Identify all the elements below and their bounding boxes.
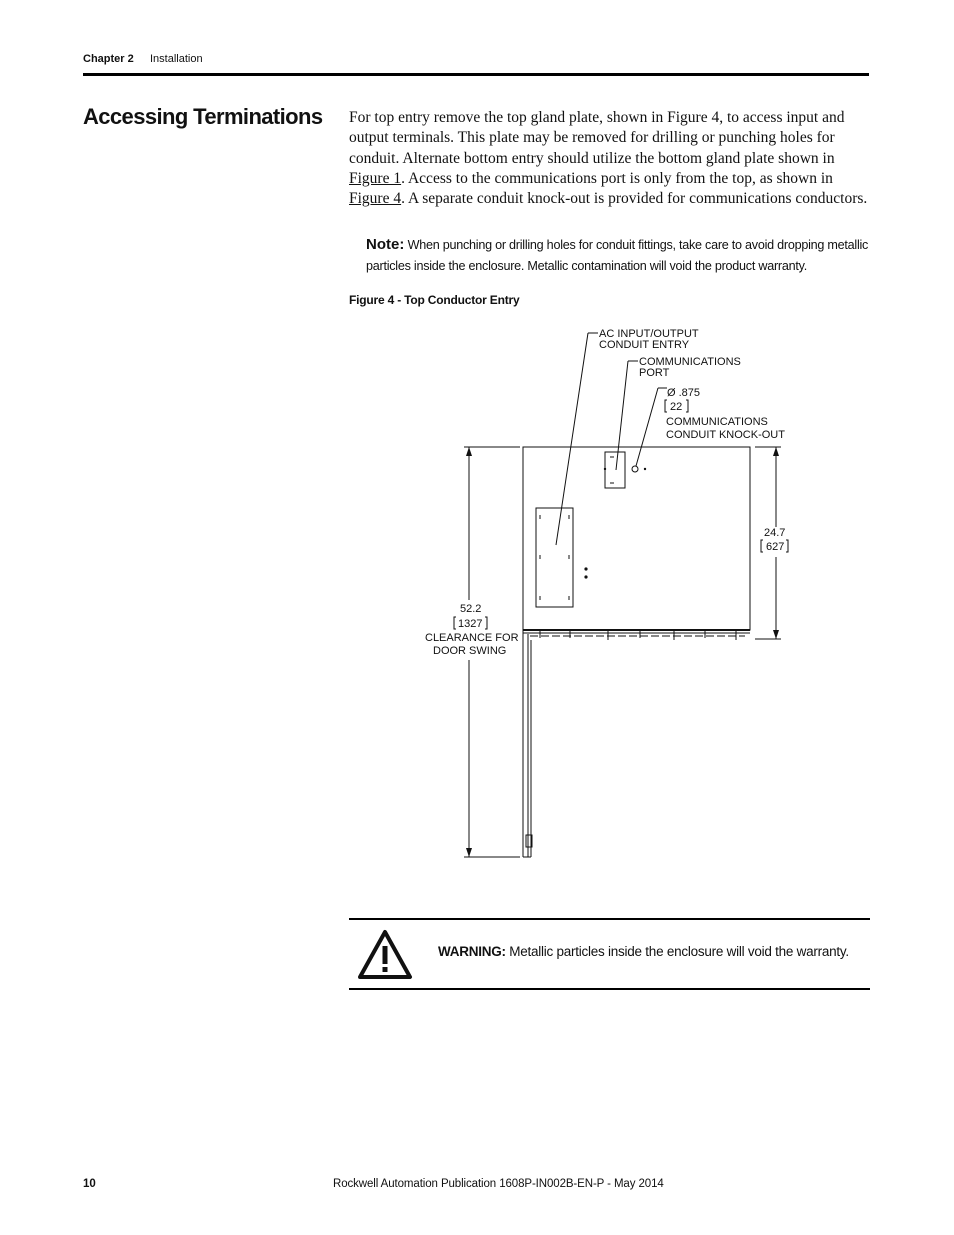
warning-top-rule [349,918,870,920]
communications-port [605,452,625,488]
body-text-2: . Access to the communications port is only from the top, as shown in [401,169,833,187]
header-rule [83,73,869,76]
label-depth-mm: 627 [766,541,785,553]
label-clearance-note-1: CLEARANCE FOR [425,632,519,644]
figure-caption: Figure 4 - Top Conductor Entry [349,293,520,307]
warning-label: WARNING: [438,944,506,959]
label-comm-port-1: COMMUNICATIONS [639,356,741,368]
warning-triangle-icon [357,928,413,985]
label-ac-entry-2: CONDUIT ENTRY [599,339,690,351]
label-clearance-mm: 1327 [458,618,483,630]
top-conductor-entry-drawing [400,320,820,865]
label-diameter: Ø .875 [667,387,701,399]
label-diameter-mm: 22 [670,401,683,413]
label-ac-entry-1: AC INPUT/OUTPUT [599,328,699,340]
figure-4-link[interactable]: Figure 4 [349,190,402,208]
body-paragraph [349,108,869,209]
page-number: 10 [83,1178,96,1190]
header-chapter: Chapter 2 [83,53,134,65]
top-gland-plate [536,508,573,607]
note [366,234,876,277]
label-depth: 24.7 [764,527,786,539]
note-text: When punching or drilling holes for conduit fittings, take care to avoid dropping metallic particles inside the enclosure. Metallic contamination will void the product warranty. [366,238,869,273]
label-clearance: 52.2 [460,603,482,615]
publication-footer: Rockwell Automation Publication 1608P-IN002B-EN-P - May 2014 [333,1178,664,1190]
label-clearance-note-2: DOOR SWING [433,645,507,657]
warning-message [438,944,849,959]
label-knockout-2: CONDUIT KNOCK-OUT [666,429,785,441]
note-label: Note: [366,236,405,253]
header-section: Installation [150,53,203,65]
body-text-3: . A separate conduit knock-out is provided for communications conductors. [401,190,868,208]
warning-text: Metallic particles inside the enclosure will void the warranty. [505,944,849,959]
figure-1-link[interactable]: Figure 1 [349,169,402,187]
body-text-1: For top entry remove the top gland plate, shown in Figure 4, to access input and output terminals. This plate may be removed for drilling or punching holes for conduit. Alternate bottom entry should utilize the bottom gland plate shown in [349,109,845,167]
label-comm-port-2: PORT [639,367,670,379]
section-title: Accessing Terminations [83,104,323,129]
conduit-knock-out [632,466,638,472]
label-knockout-1: COMMUNICATIONS [666,416,768,428]
warning-bottom-rule [349,988,870,990]
